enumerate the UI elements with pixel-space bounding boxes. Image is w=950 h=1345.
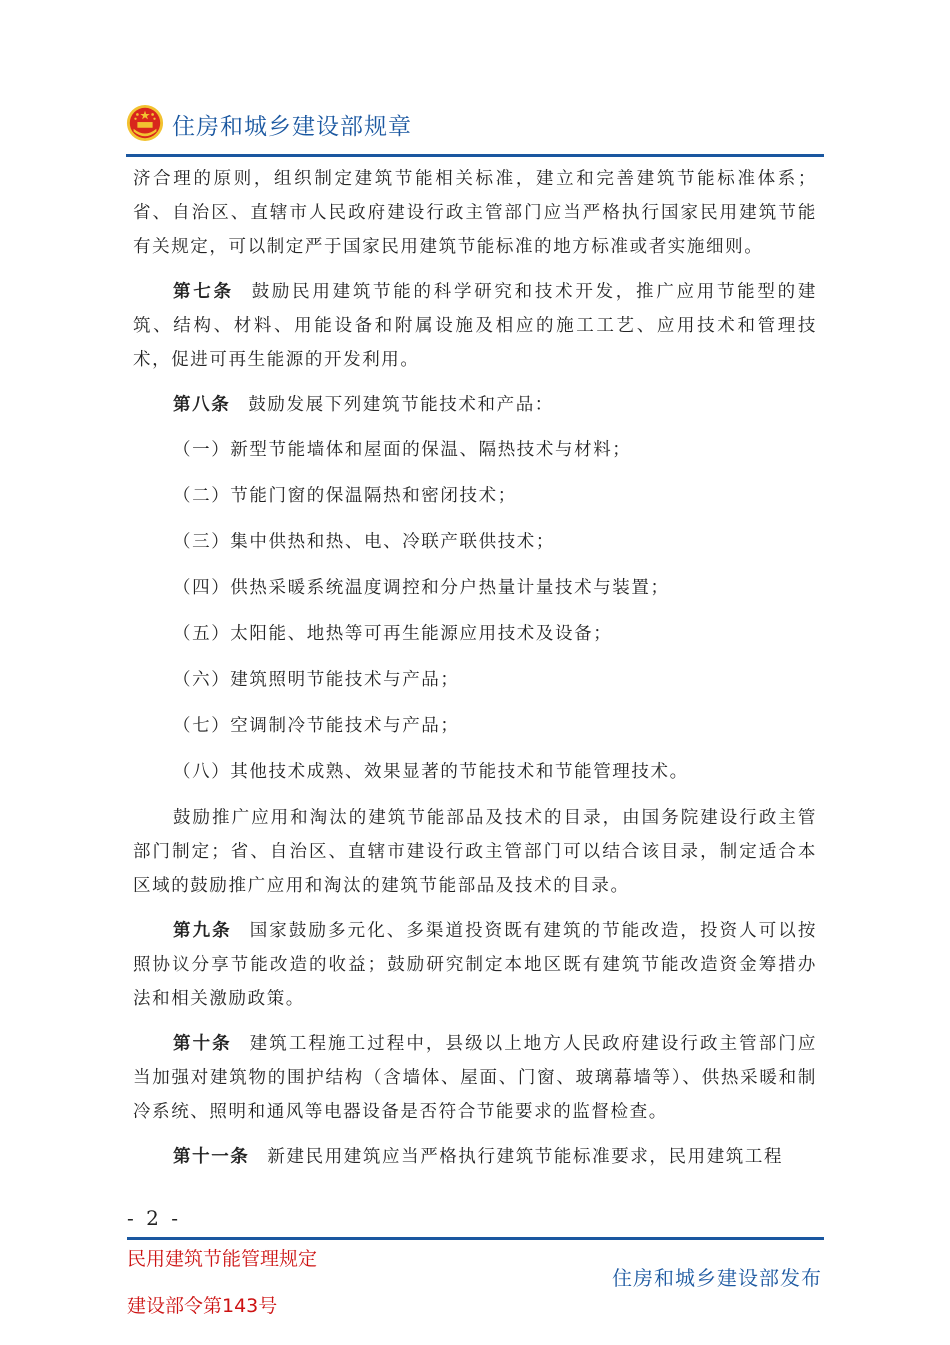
article-9-text: 国家鼓励多元化、多渠道投资既有建筑的节能改造，投资人可以按照协议分享节能改造的收益；鼓励研究制定本地区既有建筑节能改造资金筹措办法和相关激励政策。 xyxy=(133,921,817,1009)
article-8-heading: 第八条 xyxy=(173,395,231,415)
footer-document-title: 民用建筑节能管理规定 xyxy=(127,1248,318,1270)
list-item: （四）供热采暖系统温度调控和分户热量计量技术与装置； xyxy=(173,578,670,598)
article-10-heading: 第十条 xyxy=(173,1034,232,1054)
article-11 xyxy=(133,1140,817,1174)
article-7-heading: 第七条 xyxy=(173,282,234,302)
article-7 xyxy=(133,275,817,377)
list-item: （三）集中供热和热、电、冷联产联供技术； xyxy=(173,532,555,552)
document-body xyxy=(133,162,817,1185)
header-divider xyxy=(126,154,824,157)
list-item: （六）建筑照明节能技术与产品； xyxy=(173,670,460,690)
article-9 xyxy=(133,914,817,1016)
list-item: （一）新型节能墙体和屋面的保温、隔热技术与材料； xyxy=(173,440,632,460)
header-title: 住房和城乡建设部规章 xyxy=(172,114,412,140)
article-10 xyxy=(133,1027,817,1129)
article-11-heading: 第十一条 xyxy=(173,1147,250,1167)
footer-publisher: 住房和城乡建设部发布 xyxy=(612,1266,822,1290)
article-7-text: 鼓励民用建筑节能的科学研究和技术开发，推广应用节能型的建筑、结构、材料、用能设备和附属设施及相应的施工工艺、应用技术和管理技术，促进可再生能源的开发利用。 xyxy=(133,282,817,370)
paragraph-continued: 济合理的原则，组织制定建筑节能相关标准，建立和完善建筑节能标准体系；省、自治区、直辖市人民政府建设行政主管部门应当严格执行国家民用建筑节能有关规定，可以制定严于国家民用建筑节能标准的地方标准或者实施细则。 xyxy=(133,169,817,257)
page-header xyxy=(126,100,824,158)
list-item: （八）其他技术成熟、效果显著的节能技术和节能管理技术。 xyxy=(173,762,689,782)
list-item: （七）空调制冷节能技术与产品； xyxy=(173,716,460,736)
footer-divider xyxy=(127,1237,824,1240)
article-8-text: 鼓励发展下列建筑节能技术和产品： xyxy=(248,395,554,415)
footer-order-number: 建设部令第143号 xyxy=(127,1295,278,1317)
list-item: （五）太阳能、地热等可再生能源应用技术及设备； xyxy=(173,624,613,644)
article-8 xyxy=(133,388,817,422)
article-8-closing: 鼓励推广应用和淘汰的建筑节能部品及技术的目录，由国务院建设行政主管部门制定；省、自治区、直辖市建设行政主管部门可以结合该目录，制定适合本区域的鼓励推广应用和淘汰的建筑节能部品及技术的目录。 xyxy=(133,808,817,896)
national-emblem-icon xyxy=(126,104,164,142)
list-item: （二）节能门窗的保温隔热和密闭技术； xyxy=(173,486,517,506)
article-9-heading: 第九条 xyxy=(173,921,232,941)
article-11-text: 新建民用建筑应当严格执行建筑节能标准要求，民用建筑工程 xyxy=(267,1147,784,1167)
page-number: - 2 - xyxy=(127,1206,181,1230)
article-10-text: 建筑工程施工过程中，县级以上地方人民政府建设行政主管部门应当加强对建筑物的围护结构（含墙体、屋面、门窗、玻璃幕墙等）、供热采暖和制冷系统、照明和通风等电器设备是否符合节能要求的监督检查。 xyxy=(133,1034,817,1122)
